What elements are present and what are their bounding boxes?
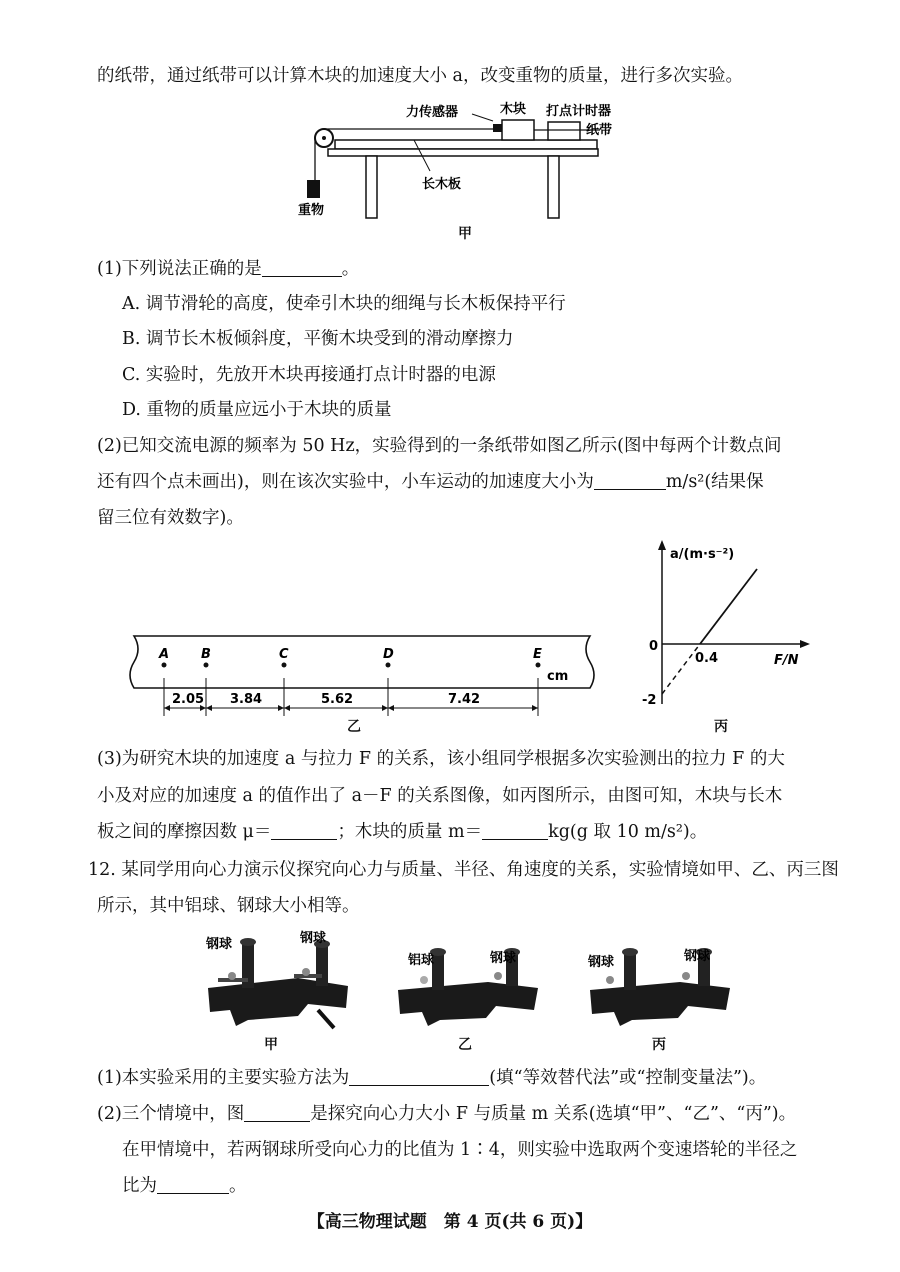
label-tape: 纸带 <box>586 123 613 138</box>
weight <box>307 180 320 198</box>
q12-s2: (2)三个情境中，图 是探究向心力大小 F 与质量 m 关系(选填“甲”、“乙”、“丙”)。 <box>97 1104 797 1124</box>
table-leg-left <box>366 156 377 218</box>
caption-photo-bing: 丙 <box>652 1037 666 1053</box>
q12-s1: (1)本实验采用的主要实验方法为 (填“等效替代法”或“控制变量法”)。 <box>97 1068 767 1088</box>
distance-cd: 5.62 <box>321 692 354 707</box>
photo-apparatus-yi <box>378 944 548 1034</box>
table-leg-right <box>548 156 559 218</box>
x-intercept-tick-label: 0.4 <box>695 651 719 666</box>
photo-apparatus-jia <box>188 926 358 1036</box>
ball-label-right: 钢球 <box>300 931 327 946</box>
q12-line1: 12. 某同学用向心力演示仪探究向心力与质量、半径、角速度的关系，实验情境如甲、乙、丙三图 <box>88 860 839 880</box>
caption-bing: 丙 <box>714 719 728 735</box>
q2-line2: 还有四个点未画出)，则在该次实验中，小车运动的加速度大小为 m/s²(结果保 <box>97 472 764 492</box>
q12-ratio-blank[interactable] <box>157 1175 229 1194</box>
distance-de: 7.42 <box>448 692 481 707</box>
page-footer: 【高三物理试题 第 4 页(共 6 页)】 <box>307 1212 593 1232</box>
force-sensor <box>493 124 502 132</box>
svg-text:D: D <box>383 647 394 662</box>
q1-option-c: C. 实验时，先放开木块再接通打点计时器的电源 <box>122 365 496 385</box>
svg-text:A: A <box>159 647 170 662</box>
q12-line2: 所示，其中铝球、钢球大小相等。 <box>97 896 360 916</box>
figure-jia-apparatus <box>290 96 620 224</box>
q3-line3: 板之间的摩擦因数 μ＝ ；木块的质量 m＝ kg(g 取 10 m/s²)。 <box>97 822 708 842</box>
timer <box>548 122 580 140</box>
y-intercept-tick-label: -2 <box>642 693 657 708</box>
q12-s2-line3: 比为 。 <box>122 1176 247 1196</box>
caption-yi: 乙 <box>347 719 361 735</box>
svg-text:C: C <box>279 647 289 662</box>
ball-label-left: 铝球 <box>408 953 435 968</box>
long-board <box>335 140 597 149</box>
data-line-solid <box>700 569 757 644</box>
origin-tick-label: 0 <box>649 639 659 654</box>
photo-apparatus-bing <box>570 944 740 1034</box>
q1-answer-blank[interactable] <box>262 258 342 277</box>
table-top <box>328 149 598 156</box>
ball-label-right: 钢球 <box>490 951 517 966</box>
ball-label-right: 钢球 <box>684 949 711 964</box>
svg-text:B: B <box>201 647 211 662</box>
distance-ab: 2.05 <box>172 692 205 707</box>
q3-mu-blank[interactable] <box>271 821 337 840</box>
figure-bing-graph <box>620 536 820 716</box>
figure-yi-tape <box>120 630 600 730</box>
q2-line1: (2)已知交流电源的频率为 50 Hz，实验得到的一条纸带如图乙所示(图中每两个计数点间 <box>97 436 782 456</box>
q2-answer-blank[interactable] <box>594 471 666 490</box>
label-timer: 打点计时器 <box>546 104 612 119</box>
q12-s2-line2: 在甲情境中，若两钢球所受向心力的比值为 1∶4，则实验中选取两个变速塔轮的半径之 <box>122 1140 798 1160</box>
x-axis-label: F/N <box>774 653 799 668</box>
label-block: 木块 <box>500 102 527 117</box>
ball-label-left: 钢球 <box>588 955 615 970</box>
q1-option-b: B. 调节长木板倾斜度，平衡木块受到的滑动摩擦力 <box>122 329 514 349</box>
wooden-block <box>502 120 534 140</box>
ball-label-left: 钢球 <box>206 937 233 952</box>
svg-text:E: E <box>533 647 542 662</box>
label-sensor: 力传感器 <box>406 105 459 120</box>
q12-method-blank[interactable] <box>349 1067 489 1086</box>
label-board: 长木板 <box>422 177 462 192</box>
caption-jia: 甲 <box>458 226 472 242</box>
q1-option-a: A. 调节滑轮的高度，使牵引木块的细绳与长木板保持平行 <box>122 294 566 314</box>
y-axis-label: a/(m·s⁻²) <box>670 547 735 562</box>
q3-line1: (3)为研究木块的加速度 a 与拉力 F 的关系，该小组同学根据多次实验测出的拉力 F 的大 <box>97 749 785 769</box>
q3-line2: 小及对应的加速度 a 的值作出了 a－F 的关系图像，如丙图所示，由图可知，木块与长木 <box>97 786 783 806</box>
q2-line3: 留三位有效数字)。 <box>97 508 244 528</box>
q1-option-d: D. 重物的质量应远小于木块的质量 <box>122 400 392 420</box>
q1-stem: (1)下列说法正确的是 。 <box>97 259 360 279</box>
q12-figure-blank[interactable] <box>244 1103 310 1122</box>
distance-bc: 3.84 <box>230 692 263 707</box>
intro-text: 的纸带，通过纸带可以计算木块的加速度大小 a，改变重物的质量，进行多次实验。 <box>97 66 743 86</box>
label-weight: 重物 <box>298 203 325 218</box>
tape-unit: cm <box>547 669 569 684</box>
q3-mass-blank[interactable] <box>482 821 548 840</box>
caption-photo-yi: 乙 <box>458 1037 472 1053</box>
caption-photo-jia: 甲 <box>264 1037 278 1053</box>
